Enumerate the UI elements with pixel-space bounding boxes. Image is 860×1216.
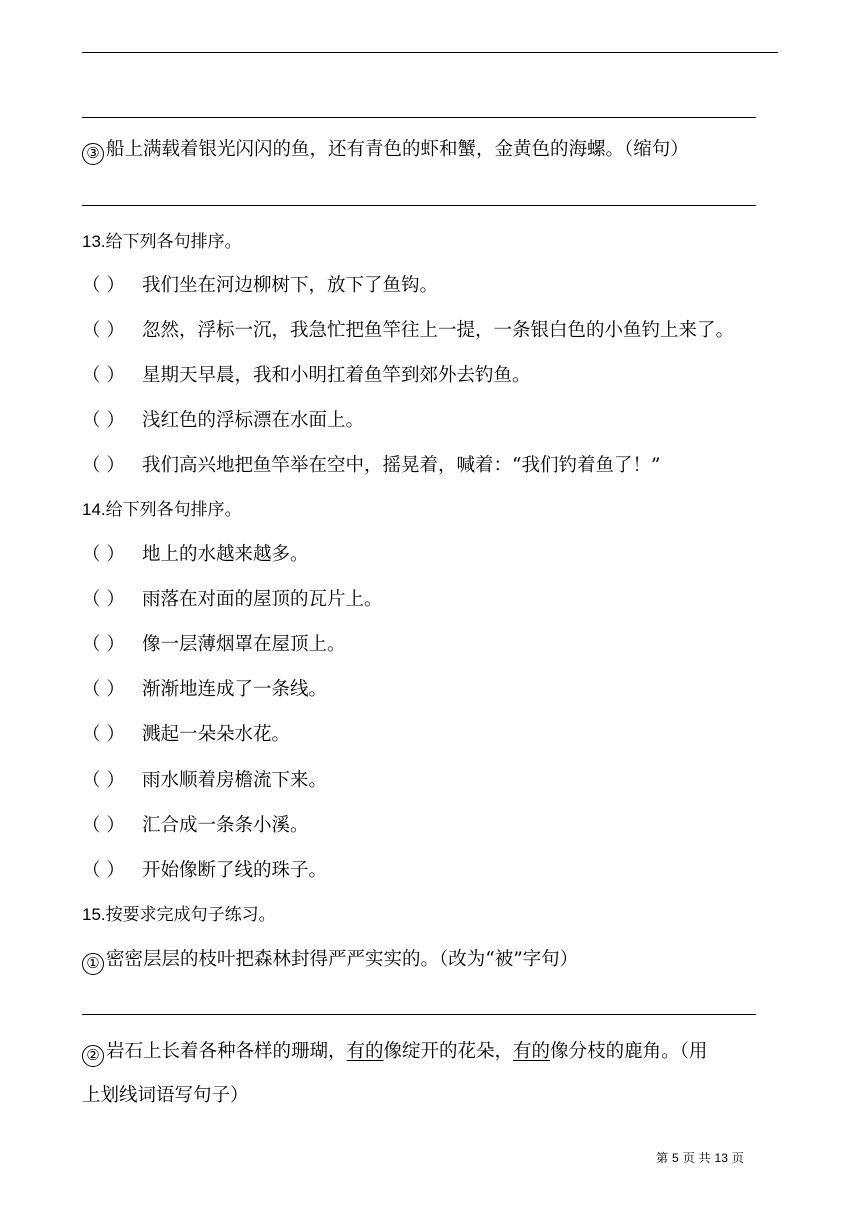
blank-paren[interactable]: （ ）	[82, 320, 125, 341]
list-item: （ ） 雨落在对面的屋顶的瓦片上。	[82, 589, 383, 610]
answer-line	[82, 1014, 756, 1015]
list-item: （ ） 渐渐地连成了一条线。	[82, 679, 328, 700]
blank-paren[interactable]: （ ）	[82, 365, 125, 386]
answer-line	[82, 117, 756, 118]
list-item: （ ） 星期天早晨，我和小明扛着鱼竿到郊外去钓鱼。	[82, 365, 531, 386]
blank-paren[interactable]: （ ）	[82, 275, 125, 296]
list-item: （ ） 像一层薄烟罩在屋顶上。	[82, 634, 346, 655]
q15-heading: 15.按要求完成句子练习。	[82, 905, 276, 925]
q12-item-3	[82, 139, 689, 165]
q14-heading: 14.给下列各句排序。	[82, 500, 242, 520]
list-item: （ ） 我们坐在河边柳树下，放下了鱼钩。	[82, 275, 439, 296]
answer-line	[82, 205, 756, 206]
circled-number: ②	[82, 1045, 104, 1067]
blank-paren[interactable]: （ ）	[82, 455, 125, 476]
q15-item-2-continuation: 上划线词语写句子）	[82, 1085, 249, 1106]
list-item: （ ） 汇合成一条条小溪。	[82, 815, 309, 836]
list-item: （ ） 浅红色的浮标漂在水面上。	[82, 410, 365, 431]
blank-paren[interactable]: （ ）	[82, 679, 125, 700]
list-item: （ ） 溅起一朵朵水花。	[82, 724, 291, 745]
underlined-word: 有的	[346, 1041, 384, 1062]
blank-paren[interactable]: （ ）	[82, 815, 125, 836]
q15-item-2: ② 岩石上长着各种各样的珊瑚，有的像绽开的花朵，有的像分枝的鹿角。（用	[82, 1041, 707, 1067]
list-item: （ ） 忽然，浮标一沉，我急忙把鱼竿往上一提，一条银白色的小鱼钓上来了。	[82, 320, 735, 341]
circled-number: ①	[82, 953, 104, 975]
list-item: （ ） 我们高兴地把鱼竿举在空中，摇晃着，喊着：“我们钓着鱼了！”	[82, 455, 661, 476]
page-number: 5	[672, 1151, 679, 1165]
circled-number: ③	[82, 143, 104, 165]
list-item: （ ） 开始像断了线的珠子。	[82, 860, 328, 881]
blank-paren[interactable]: （ ）	[82, 589, 125, 610]
blank-paren[interactable]: （ ）	[82, 724, 125, 745]
blank-paren[interactable]: （ ）	[82, 860, 125, 881]
blank-paren[interactable]: （ ）	[82, 634, 125, 655]
list-item: （ ） 雨水顺着房檐流下来。	[82, 770, 328, 791]
q12-item-3-text: 船上满载着银光闪闪的鱼，还有青色的虾和蟹，金黄色的海螺。（缩句）	[106, 139, 689, 160]
underlined-word: 有的	[513, 1041, 551, 1062]
q13-heading: 13.给下列各句排序。	[82, 232, 242, 252]
blank-paren[interactable]: （ ）	[82, 770, 125, 791]
list-item: （ ） 地上的水越来越多。	[82, 544, 309, 565]
total-pages: 13	[714, 1151, 728, 1165]
blank-paren[interactable]: （ ）	[82, 410, 125, 431]
blank-paren[interactable]: （ ）	[82, 544, 125, 565]
top-rule	[82, 52, 778, 53]
q15-item-1: ① 密密层层的枝叶把森林封得严严实实的。（改为“被”字句）	[82, 949, 578, 975]
page-footer: 第 5 页 共 13 页	[656, 1151, 744, 1165]
